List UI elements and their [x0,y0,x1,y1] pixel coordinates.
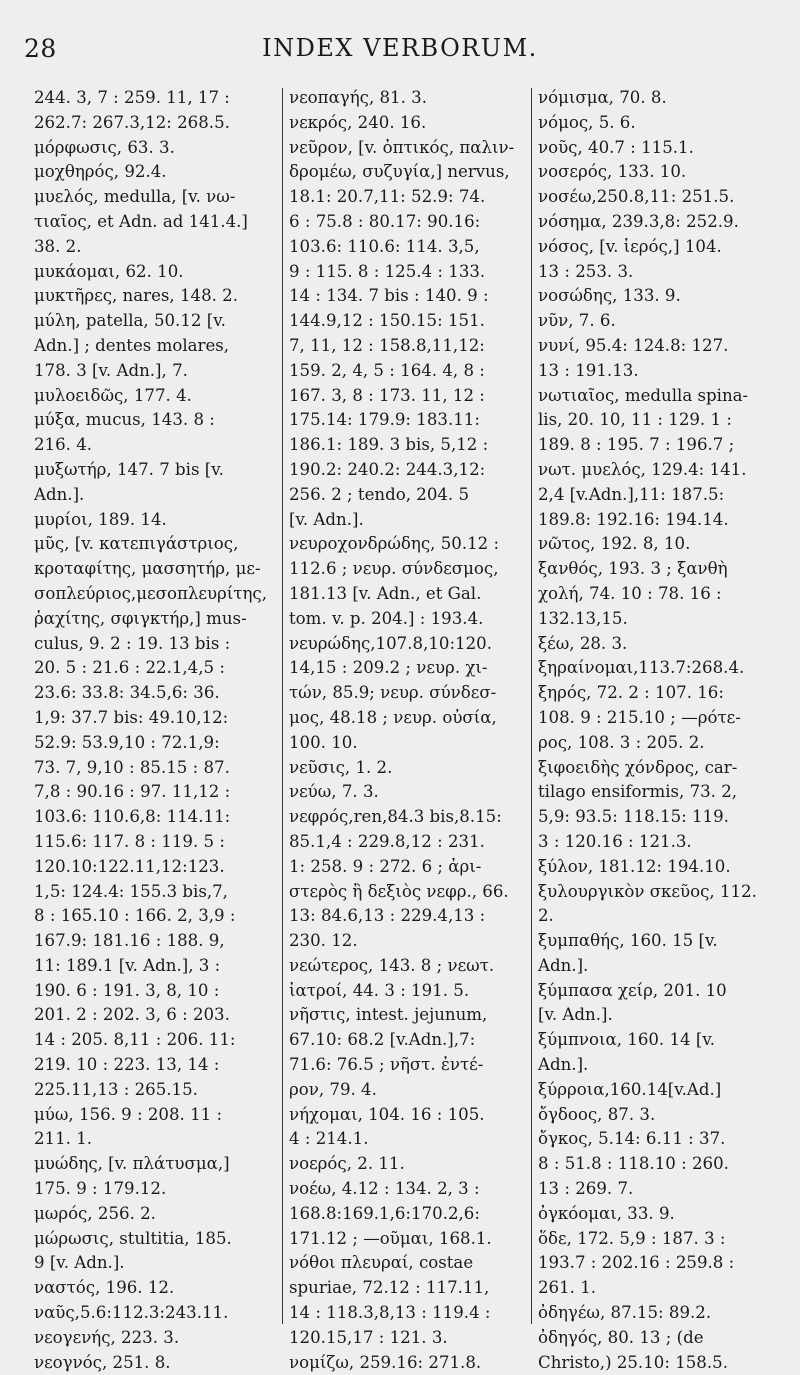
index-entry-line: 112.6 ; νευρ. σύνδεσμος, [289,559,499,579]
index-entry-line: νόσημα, 239.3,8: 252.9. [538,211,739,231]
index-entry-line: 23.6: 33.8: 34.5,6: 36. [34,683,220,703]
index-entry-line: νόμισμα, 70. 8. [538,88,667,107]
index-entry-line: νευρώδης,107.8,10:120. [289,633,492,653]
index-entry-line: νευροχονδρώδης, 50.12 : [289,534,500,554]
index-entry-line: 52.9: 53.9,10 : 72.1,9: [34,732,220,752]
page-number: 28 [24,34,57,63]
index-entry-line: 1,9: 37.7 bis: 49.10,12: [34,707,229,727]
index-entry-line: 189. 8 : 195. 7 : 196.7 ; [538,435,735,455]
index-entry-line: νεογενής, 223. 3. [34,1327,180,1347]
index-entry-line: 2. [538,906,554,926]
index-entry-line: ὄγκος, 5.14: 6.11 : 37. [538,1129,726,1149]
index-entry-line: νῆστις, intest. jejunum, [289,1005,488,1025]
index-entry-line: μόρφωσις, 63. 3. [34,137,175,157]
index-entry-line: 261. 1. [538,1278,597,1298]
index-entry-line: μυρίοι, 189. 14. [34,509,167,529]
index-entry-line: 13 : 253. 3. [538,261,634,281]
index-entry-line: νωτιαῖος, medulla spina- [538,385,749,405]
index-entry-line: ξιφοειδὴς χόνδρος, car- [538,757,738,777]
index-entry-line: ξυλουργικὸν σκεῦος, 112. [538,881,757,901]
index-entry-line: νεῦσις, 1. 2. [289,757,393,777]
index-entry-line: 103.6: 110.6,8: 114.11: [34,807,231,827]
index-entry-line: 190. 6 : 191. 3, 8, 10 : [34,980,220,1000]
index-column-3 [538,86,786,1372]
index-entry-line: 9 [v. Adn.]. [34,1253,125,1273]
index-entry-line: νοσερός, 133. 10. [538,162,687,182]
index-entry-line: Adn.]. [34,484,85,504]
index-entry-line: νωτ. μυελός, 129.4: 141. [538,459,747,479]
index-entry-line: χολή, 74. 10 : 78. 16 : [538,583,722,603]
index-entry-line: κροταφίτης, μασσητήρ, με- [34,559,261,579]
index-entry-line: ὀγκόομαι, 33. 9. [538,1203,675,1223]
index-entry-line: ξέω, 28. 3. [538,633,628,653]
index-entry-line: 38. 2. [34,236,82,256]
index-entry-line: νεῦρον, [v. ὀπτικός, παλιν- [289,137,515,157]
index-entry-line: νυνί, 95.4: 124.8: 127. [538,335,729,355]
index-entry-line: δρομέω, συζυγία,] nervus, [289,162,510,182]
index-entry-line: νοσέω,250.8,11: 251.5. [538,187,735,207]
index-entry-line: νῶτος, 192. 8, 10. [538,534,691,554]
index-entry-line: νόσος, [v. ἱερός,] 104. [538,236,722,256]
index-entry-line: Christo,) 25.10: 158.5. [538,1352,728,1372]
index-entry-line: μυκτῆρες, nares, 148. 2. [34,286,239,306]
index-entry-line: 13: 84.6,13 : 229.4,13 : [289,906,486,926]
index-entry-line: 225.11,13 : 265.15. [34,1079,198,1099]
index-entry-line: 3 : 120.16 : 121.3. [538,831,692,851]
index-entry-line: ξανθός, 193. 3 ; ξανθὴ [538,559,728,579]
index-entry-line: ξηρός, 72. 2 : 107. 16: [538,683,724,703]
column-divider [531,88,532,1324]
page-header [0,28,800,68]
index-entry-line: 201. 2 : 202. 3, 6 : 203. [34,1005,230,1025]
index-entry-line: μώρωσις, stultitia, 185. [34,1228,232,1248]
index-entry-line: ρος, 108. 3 : 205. 2. [538,732,705,752]
index-column-2 [289,86,527,1372]
index-entry-line: 211. 1. [34,1129,93,1149]
index-entry-line: 14 : 118.3,8,13 : 119.4 : [289,1303,491,1323]
index-entry-line: τών, 85.9; νευρ. σύνδεσ- [289,683,497,703]
index-entry-line: 18.1: 20.7,11: 52.9: 74. [289,187,486,207]
index-entry-line: στερὸς ἢ δεξιὸς νεφρ., 66. [289,881,509,901]
index-entry-line: νόμος, 5. 6. [538,112,636,132]
index-entry-line: Adn.] ; dentes molares, [34,335,230,355]
index-entry-line: ὀδηγός, 80. 13 ; (de [538,1327,704,1347]
index-entry-line: νεφρός,ren,84.3 bis,8.15: [289,807,502,827]
index-entry-line: 132.13,15. [538,608,628,628]
index-entry-line: 71.6: 76.5 ; νῆστ. ἐντέ- [289,1055,484,1075]
index-entry-line: 256. 2 ; tendo, 204. 5 [289,484,470,504]
column-divider [282,88,283,1324]
index-entry-line: 115.6: 117. 8 : 119. 5 : [34,831,225,851]
index-entry-line: μωρός, 256. 2. [34,1203,156,1223]
index-entry-line: 7,8 : 90.16 : 97. 11,12 : [34,782,231,802]
index-entry-line: 8 : 165.10 : 166. 2, 3,9 : [34,906,236,926]
index-entry-line: 1: 258. 9 : 272. 6 ; ἀρι- [289,856,482,876]
index-entry-line: 189.8: 192.16: 194.14. [538,509,729,529]
index-entry-line: μῦς, [v. κατεπιγάστριος, [34,534,239,554]
index-entry-line: νεώτερος, 143. 8 ; νεωτ. [289,955,495,975]
index-entry-line: 159. 2, 4, 5 : 164. 4, 8 : [289,360,485,380]
index-entry-line: νοῦς, 40.7 : 115.1. [538,137,694,157]
index-entry-line: 193.7 : 202.16 : 259.8 : [538,1253,735,1273]
index-entry-line: ὅδε, 172. 5,9 : 187. 3 : [538,1228,726,1248]
index-entry-line: νεογνός, 251. 8. [34,1352,171,1372]
index-entry-line: 20. 5 : 21.6 : 22.1,4,5 : [34,658,225,678]
index-entry-line: 186.1: 189. 3 bis, 5,12 : [289,435,489,455]
index-entry-line: culus, 9. 2 : 19. 13 bis : [34,633,231,653]
index-entry-line: 7, 11, 12 : 158.8,11,12: [289,335,485,355]
index-entry-line: 219. 10 : 223. 13, 14 : [34,1055,220,1075]
index-entry-line: Adn.]. [538,955,589,975]
index-entry-line: Adn.]. [538,1055,589,1075]
index-entry-line: 14 : 205. 8,11 : 206. 11: [34,1030,236,1050]
index-entry-line: 6 : 75.8 : 80.17: 90.16: [289,211,481,231]
index-entry-line: [v. Adn.]. [289,509,364,529]
index-entry-line: 4 : 214.1. [289,1129,369,1149]
index-entry-line: 175.14: 179.9: 183.11: [289,410,480,430]
index-entry-line: 178. 3 [v. Adn.], 7. [34,360,188,380]
index-entry-line: μυξωτήρ, 147. 7 bis [v. [34,459,224,479]
index-entry-line: ναῦς,5.6:112.3:243.11. [34,1303,229,1323]
index-entry-line: 14 : 134. 7 bis : 140. 9 : [289,286,489,306]
index-entry-line: 262.7: 267.3,12: 268.5. [34,112,230,132]
index-entry-line: μυώδης, [v. πλάτυσμα,] [34,1154,230,1174]
index-entry-line: 2,4 [v.Adn.],11: 187.5: [538,484,725,504]
index-entry-line: 13 : 191.13. [538,360,639,380]
index-entry-line: μυλοειδῶς, 177. 4. [34,385,192,405]
index-entry-line: 5,9: 93.5: 118.15: 119. [538,807,729,827]
index-entry-line: ξηραίνομαι,113.7:268.4. [538,658,745,678]
index-entry-line: 13 : 269. 7. [538,1179,634,1199]
index-entry-line: μος, 48.18 ; νευρ. οὐσία, [289,707,497,727]
index-entry-line: 120.15,17 : 121. 3. [289,1327,448,1347]
index-entry-line: 168.8:169.1,6:170.2,6: [289,1203,480,1223]
index-entry-line: 244. 3, 7 : 259. 11, 17 : [34,88,230,107]
index-entry-line: 230. 12. [289,931,358,951]
index-entry-line: νόθοι πλευραί, costae [289,1253,474,1273]
index-entry-line: 11: 189.1 [v. Adn.], 3 : [34,955,221,975]
index-entry-line: μυελός, medulla, [v. νω- [34,187,236,207]
index-entry-line: νομίζω, 259.16: 271.8. [289,1352,482,1372]
index-entry-line: νοσώδης, 133. 9. [538,286,681,306]
index-entry-line: ὀδηγέω, 87.15: 89.2. [538,1303,712,1323]
index-entry-line: tom. v. p. 204.] : 193.4. [289,608,484,628]
index-entry-line: 67.10: 68.2 [v.Adn.],7: [289,1030,476,1050]
index-entry-line: lis, 20. 10, 11 : 129. 1 : [538,410,732,430]
index-entry-line: 103.6: 110.6: 114. 3,5, [289,236,480,256]
index-entry-line: νεκρός, 240. 16. [289,112,427,132]
index-entry-line: μύξα, mucus, 143. 8 : [34,410,215,430]
index-entry-line: νεύω, 7. 3. [289,782,379,802]
index-entry-line: νήχομαι, 104. 16 : 105. [289,1104,485,1124]
index-entry-line: ναστός, 196. 12. [34,1278,175,1298]
index-entry-line: ξύλον, 181.12: 194.10. [538,856,731,876]
index-entry-line: 144.9,12 : 150.15: 151. [289,311,485,331]
index-entry-line: ξυμπαθής, 160. 15 [v. [538,931,718,951]
index-entry-line: 171.12 ; —οῦμαι, 168.1. [289,1228,492,1248]
index-entry-line: ξύμπνοια, 160. 14 [v. [538,1030,716,1050]
index-entry-line: [v. Adn.]. [538,1005,613,1025]
index-entry-line: ρον, 79. 4. [289,1079,377,1099]
index-entry-line: 85.1,4 : 229.8,12 : 231. [289,831,485,851]
index-entry-line: 120.10:122.11,12:123. [34,856,225,876]
index-entry-line: μύω, 156. 9 : 208. 11 : [34,1104,223,1124]
index-entry-line: 1,5: 124.4: 155.3 bis,7, [34,881,228,901]
index-entry-line: σοπλεύριος,μεσοπλευρίτης, [34,583,268,603]
index-entry-line: τιαῖος, et Adn. ad 141.4.] [34,211,248,231]
index-entry-line: 8 : 51.8 : 118.10 : 260. [538,1154,729,1174]
index-entry-line: 73. 7, 9,10 : 85.15 : 87. [34,757,230,777]
index-entry-line: ὄγδοος, 87. 3. [538,1104,656,1124]
index-entry-line: 100. 10. [289,732,358,752]
index-entry-line: μυκάομαι, 62. 10. [34,261,184,281]
index-entry-line: 167.9: 181.16 : 188. 9, [34,931,225,951]
running-title: INDEX VERBORUM. [262,34,538,62]
index-entry-line: 9 : 115. 8 : 125.4 : 133. [289,261,486,281]
index-entry-line: 190.2: 240.2: 244.3,12: [289,459,486,479]
index-entry-line: μύλη, patella, 50.12 [v. [34,311,226,331]
index-entry-line: spuriae, 72.12 : 117.11, [289,1278,490,1298]
index-entry-line: 181.13 [v. Adn., et Gal. [289,583,482,603]
index-entry-line: 108. 9 : 215.10 ; —ρότε- [538,707,741,727]
index-entry-line: ξύρροια,160.14[v.Ad.] [538,1079,722,1099]
index-entry-line: 175. 9 : 179.12. [34,1179,167,1199]
index-entry-line: μοχθηρός, 92.4. [34,162,167,182]
index-entry-line: νοέω, 4.12 : 134. 2, 3 : [289,1179,480,1199]
index-entry-line: 216. 4. [34,435,93,455]
index-entry-line: ξύμπασα χείρ, 201. 10 [538,980,727,1000]
index-entry-line: νῦν, 7. 6. [538,311,616,331]
index-entry-line: 167. 3, 8 : 173. 11, 12 : [289,385,485,405]
index-entry-line: tilago ensiformis, 73. 2, [538,782,738,802]
index-entry-line: ῥαχίτης, σφιγκτήρ,] mus- [34,608,247,628]
index-entry-line: νεοπαγής, 81. 3. [289,88,427,107]
index-entry-line: ἰατροί, 44. 3 : 191. 5. [289,980,470,1000]
index-entry-line: νοερός, 2. 11. [289,1154,405,1174]
index-entry-line: 14,15 : 209.2 ; νευρ. χι- [289,658,488,678]
index-column-1 [34,86,278,1372]
